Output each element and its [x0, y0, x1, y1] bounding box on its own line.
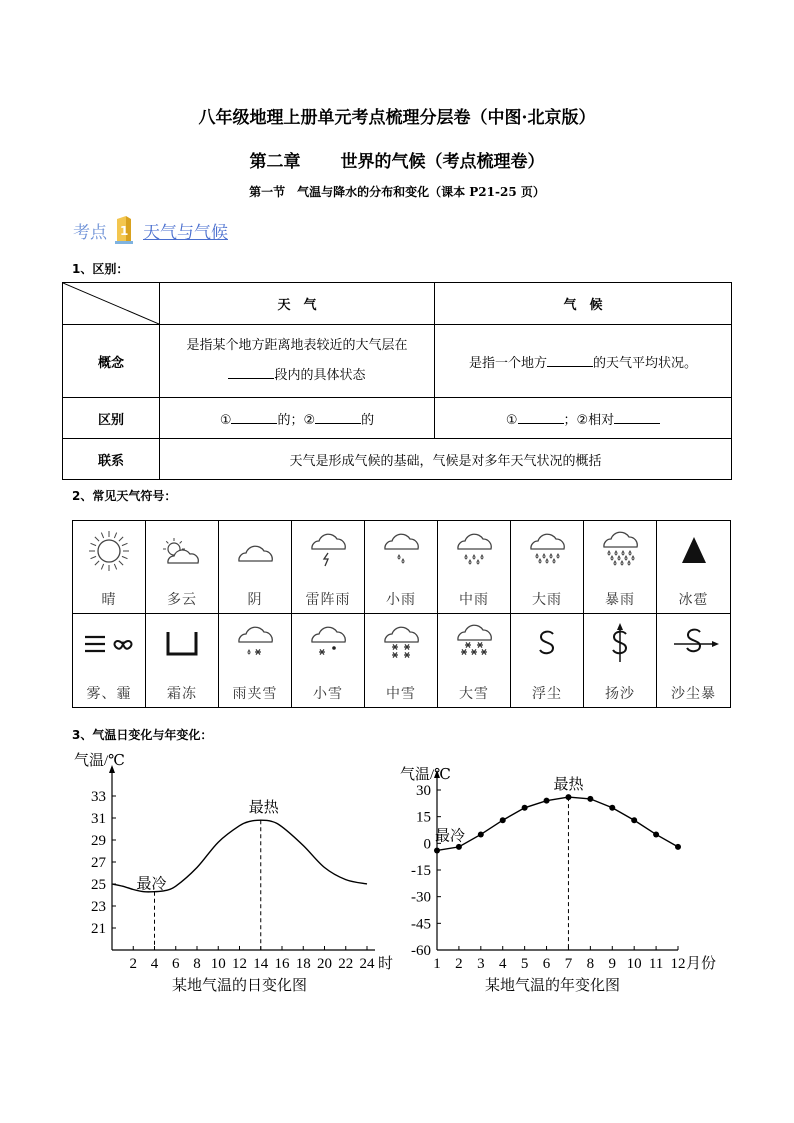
x-tick-label: 4: [498, 956, 507, 972]
weather-symbols-grid: [72, 520, 731, 708]
weather-symbol-cell: [146, 614, 219, 707]
kaodian-banner: [73, 213, 228, 247]
thunderstorm-icon: [298, 527, 358, 575]
document-title: 八年级地理上册单元考点梳理分层卷（中图·北京版）: [198, 108, 596, 128]
x-tick-label: 6: [542, 956, 551, 972]
y-tick-label: 23: [91, 899, 106, 915]
blank-field[interactable]: [614, 411, 660, 424]
concept-climate-text-b: 的天气平均状况。: [593, 355, 698, 371]
weather-symbol-cell: [219, 521, 292, 614]
blank-field[interactable]: [547, 354, 593, 367]
kaodian-title: 天气与气候: [143, 222, 228, 243]
data-point: [456, 844, 462, 850]
y-tick-label: 29: [91, 833, 106, 849]
weather-symbol-cell: [365, 614, 438, 707]
x-axis-unit: 月份: [686, 956, 717, 972]
data-point: [587, 796, 593, 802]
weather-symbol-label: 冰雹: [678, 592, 709, 608]
chart-title: 某地气温的年变化图: [484, 978, 621, 994]
y-tick-label: 33: [91, 789, 106, 805]
sleet-icon: [225, 620, 285, 668]
weather-symbol-label: 小雨: [386, 592, 416, 608]
diff-climate-text-2: ；②相对: [563, 412, 615, 428]
weather-symbol-cell: [292, 521, 365, 614]
weather-symbol-cell: [438, 614, 511, 707]
y-axis-label: 气温/℃: [74, 753, 125, 769]
x-tick-label: 3: [477, 956, 485, 972]
diff-climate-cell: [435, 398, 732, 439]
row-label-diff: 区别: [63, 398, 160, 439]
temperature-line: [434, 797, 678, 850]
diagonal-header-cell: [63, 283, 160, 325]
x-tick-label: 4: [150, 956, 159, 972]
kaodian-label: 考点: [73, 222, 107, 243]
x-tick-label: 5: [520, 956, 529, 972]
frost-icon: [152, 620, 212, 668]
x-tick-label: 2: [129, 956, 137, 972]
diff-weather-cell: [160, 398, 435, 439]
y-tick-label: 30: [416, 783, 431, 799]
section-3-heading: 3、气温日变化与年变化：: [72, 728, 213, 742]
weather-symbol-label: 浮尘: [532, 686, 562, 702]
weather-symbol-label: 雨夹雪: [232, 686, 278, 702]
x-tick-label: 1: [433, 956, 441, 972]
data-point: [631, 817, 637, 823]
section-subtitle: 第一节 气温与降水的分布和变化（课本 P21-25 页）: [249, 185, 545, 199]
heavy-rain-icon: [517, 527, 577, 575]
concept-climate-cell: [435, 325, 732, 398]
x-tick-label: 16: [274, 956, 290, 972]
weather-symbol-cell: [146, 521, 219, 614]
y-tick-label: 0: [423, 836, 431, 853]
weather-symbol-label: 中雪: [386, 686, 416, 702]
diff-weather-text-3: 的: [361, 412, 375, 428]
diff-climate-text-1: ①: [505, 412, 518, 428]
weather-symbol-label: 霜冻: [167, 686, 197, 702]
rainstorm-icon: [590, 527, 650, 575]
weather-symbol-label: 大雨: [532, 592, 562, 608]
floating-dust-icon: [517, 620, 577, 668]
x-tick-label: 14: [253, 956, 269, 972]
weather-symbol-cell: [657, 521, 730, 614]
svg-text:1: 1: [120, 224, 129, 238]
y-tick-label: 27: [91, 855, 106, 871]
sandstorm-icon: [664, 620, 724, 668]
x-tick-label: 12: [670, 956, 686, 972]
y-tick-label: 21: [91, 921, 106, 937]
x-tick-label: 12: [232, 956, 247, 972]
heavy-snow-icon: [444, 620, 504, 668]
weather-symbol-label: 小雪: [313, 686, 343, 702]
weather-symbol-cell: [511, 521, 584, 614]
concept-weather-text-b: 段内的具体状态: [274, 368, 366, 383]
weather-symbol-cell: [438, 521, 511, 614]
x-tick-label: 7: [564, 956, 573, 972]
section-1-heading: 1、区别：: [72, 262, 129, 276]
concept-weather-text-a: 是指某个地方距离地表较近的大气层在: [186, 338, 408, 353]
data-point: [500, 817, 506, 823]
annual-temperature-chart: [395, 760, 725, 1000]
fog-haze-icon: [79, 620, 139, 668]
chapter-number: 第二章: [249, 152, 301, 172]
x-tick-label: 9: [608, 956, 617, 972]
weather-symbol-label: 阴: [247, 592, 263, 608]
light-rain-icon: [371, 527, 431, 575]
blank-field[interactable]: [231, 411, 277, 424]
weather-climate-table: [62, 282, 732, 480]
data-point: [544, 798, 550, 804]
y-tick-label: 31: [91, 811, 106, 827]
x-tick-label: 18: [295, 956, 311, 972]
weather-symbol-cell: [365, 521, 438, 614]
weather-symbol-cell: [219, 614, 292, 707]
y-tick-label: 25: [91, 877, 106, 893]
x-tick-label: 6: [172, 956, 180, 972]
sun-icon: [79, 527, 139, 575]
y-tick-label: -45: [411, 916, 431, 933]
data-point: [675, 844, 681, 850]
weather-symbol-cell: [584, 614, 657, 707]
x-tick-label: 20: [317, 956, 332, 972]
diff-weather-text-1: ①: [219, 412, 232, 428]
x-tick-label: 24: [359, 956, 375, 972]
y-tick-label: -30: [411, 889, 431, 906]
chapter-heading: [0, 147, 794, 172]
link-cell: 天气是形成气候的基础，气候是对多年天气状况的概括: [160, 439, 732, 480]
data-point: [653, 831, 659, 837]
weather-symbol-label: 晴: [101, 592, 117, 608]
x-tick-label: 8: [193, 956, 201, 972]
y-tick-label: 15: [416, 809, 431, 826]
chapter-title: 世界的气候（考点梳理卷）: [340, 152, 545, 172]
x-tick-label: 22: [338, 956, 354, 972]
blank-field[interactable]: [228, 366, 274, 379]
x-tick-label: 10: [210, 956, 226, 972]
x-tick-label: 10: [626, 956, 642, 972]
annotation-label: 最热: [553, 777, 584, 794]
weather-symbol-label: 雾、霾: [86, 686, 132, 702]
moderate-rain-icon: [444, 527, 504, 575]
header-climate: 气 候: [435, 283, 732, 325]
moderate-snow-icon: [371, 620, 431, 668]
y-axis-label: 气温/℃: [400, 767, 451, 783]
weather-symbol-cell: [292, 614, 365, 707]
diagonal-line: [63, 283, 159, 324]
weather-symbol-label: 大雪: [459, 686, 489, 702]
weather-symbol-cell: [657, 614, 730, 707]
blowing-sand-icon: [590, 620, 650, 668]
annotation-label: 最冷: [434, 828, 466, 845]
data-point: [609, 805, 615, 811]
overcast-icon: [225, 527, 285, 575]
number-one-badge-icon: [113, 215, 135, 245]
partly-cloudy-icon: [152, 527, 212, 575]
concept-weather-cell: [160, 325, 435, 398]
weather-symbol-label: 多云: [167, 592, 197, 608]
daily-temperature-chart: [70, 745, 400, 1000]
annotation-label: 最热: [248, 800, 279, 817]
x-tick-label: 11: [648, 956, 664, 972]
weather-symbol-label: 中雨: [459, 592, 489, 608]
x-axis-unit: 时: [378, 956, 394, 972]
weather-symbol-label: 暴雨: [605, 592, 635, 608]
weather-symbol-cell: [584, 521, 657, 614]
weather-symbol-label: 扬沙: [605, 686, 635, 702]
blank-field[interactable]: [518, 411, 564, 424]
annotation-label: 最冷: [136, 876, 167, 893]
weather-symbol-cell: [511, 614, 584, 707]
row-label-concept: 概念: [63, 325, 160, 398]
y-tick-label: -60: [411, 943, 431, 959]
concept-climate-text-a: 是指一个地方: [468, 355, 547, 371]
weather-symbol-label: 沙尘暴: [671, 686, 716, 702]
weather-symbol-label: 雷阵雨: [305, 592, 351, 608]
data-point: [478, 831, 484, 837]
header-weather: 天 气: [160, 283, 435, 325]
hail-icon: [664, 527, 724, 575]
section-2-heading: 2、常见天气符号：: [72, 489, 177, 503]
row-label-link: 联系: [63, 439, 160, 480]
data-point: [522, 805, 528, 811]
y-tick-label: -15: [411, 863, 431, 879]
x-tick-label: 8: [586, 956, 595, 972]
weather-symbol-cell: [73, 521, 146, 614]
diff-weather-text-2: 的；②: [277, 412, 316, 428]
light-snow-icon: [298, 620, 358, 668]
x-tick-label: 2: [455, 956, 463, 972]
chart-title: 某地气温的日变化图: [171, 978, 308, 994]
weather-symbol-cell: [73, 614, 146, 707]
blank-field[interactable]: [315, 411, 361, 424]
